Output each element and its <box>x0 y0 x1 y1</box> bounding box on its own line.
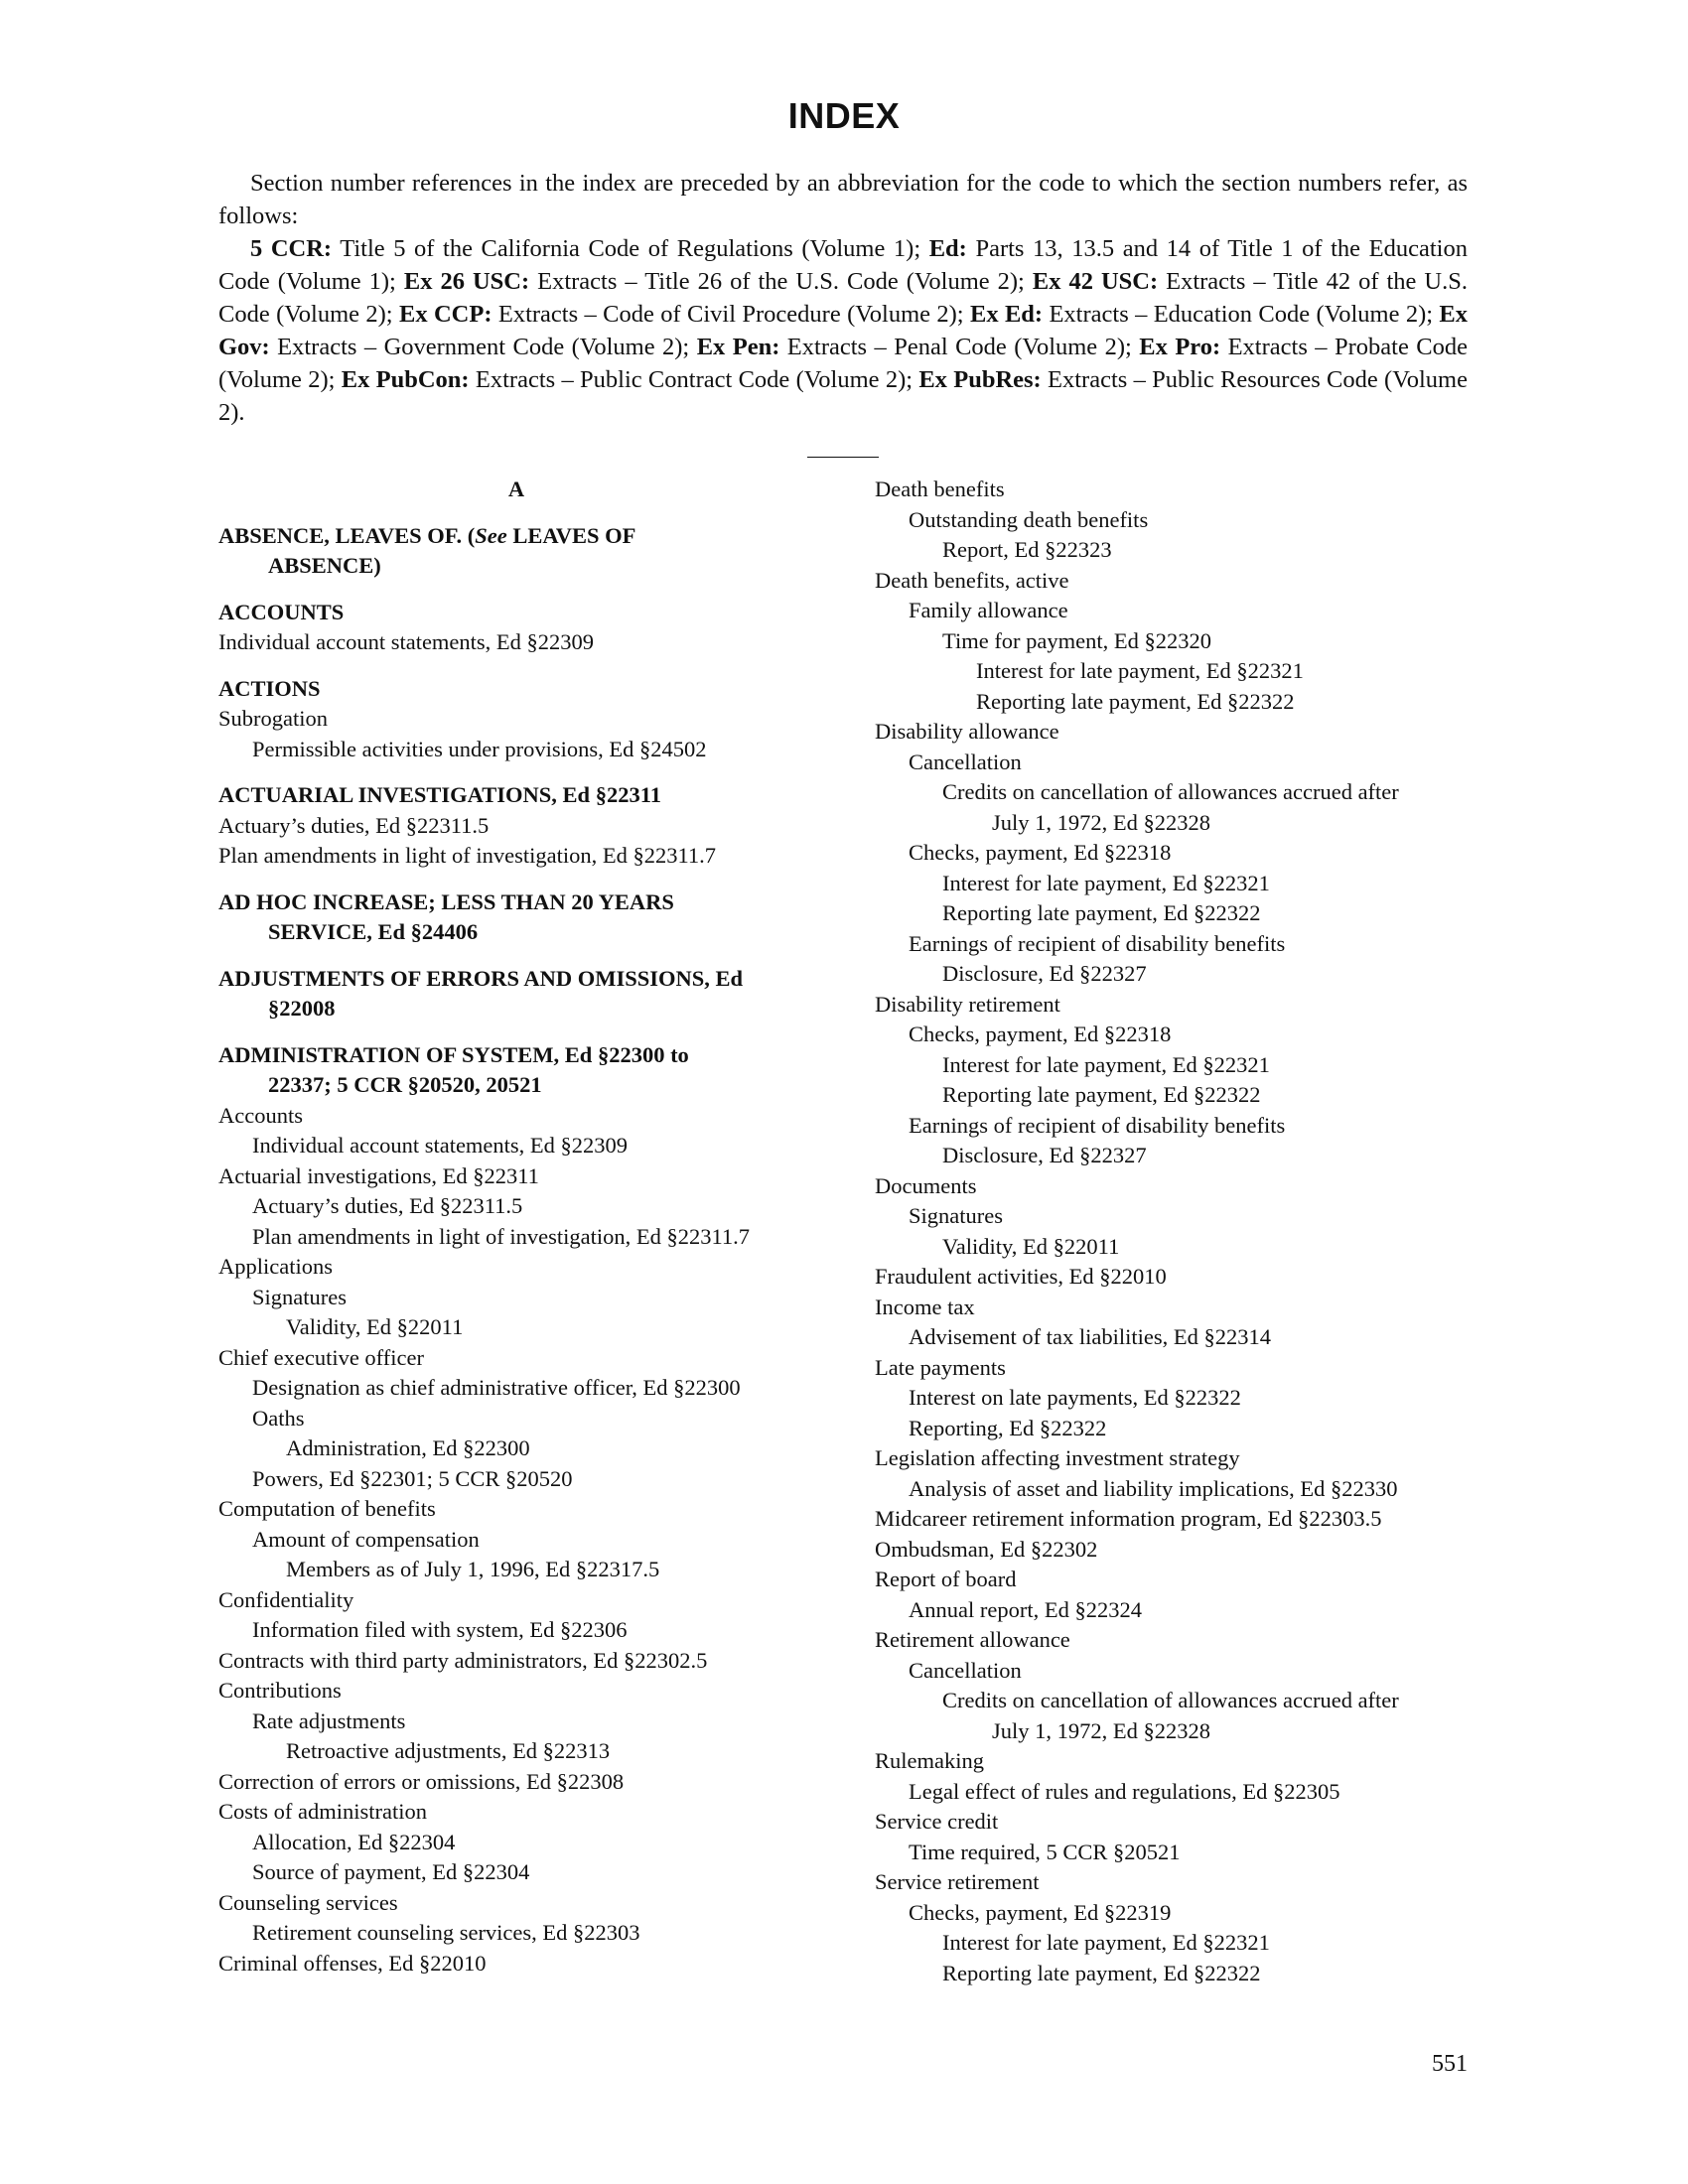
index-heading-continuation: ABSENCE) <box>268 553 381 578</box>
index-heading-text: ADMINISTRATION OF SYSTEM, Ed §22300 to <box>218 1041 689 1067</box>
index-entry-text: Service credit <box>875 1809 999 1834</box>
index-entry-text: Signatures <box>252 1284 347 1309</box>
index-entry <box>218 1555 814 1585</box>
index-entry <box>875 626 1480 657</box>
index-heading <box>218 598 814 628</box>
index-heading-text: ABSENCE, LEAVES OF. ( <box>218 522 476 548</box>
index-entry <box>875 1807 1480 1838</box>
section-letter: A <box>507 477 525 501</box>
index-entry-text: Information filed with system, Ed §22306 <box>252 1617 628 1642</box>
see-reference: See <box>475 522 507 548</box>
index-entry <box>218 1343 814 1374</box>
index-entry-text: Outstanding death benefits <box>909 506 1149 532</box>
code-description: Parts 13, 13.5 and 14 of Title 1 of the Education Code (Volume 1); <box>218 235 1468 295</box>
index-entry <box>875 1777 1480 1808</box>
index-heading-text: ACCOUNTS <box>218 599 345 624</box>
index-heading-continuation: SERVICE, Ed §24406 <box>268 919 479 944</box>
index-entry <box>875 990 1480 1021</box>
code-description: Extracts – Title 26 of the U.S. Code (Volume 2); <box>529 268 1033 295</box>
index-entry <box>875 929 1480 960</box>
index-entry-text: Retirement allowance <box>875 1627 1070 1652</box>
index-entry-text: Designation as chief administrative officer, Ed §22300 <box>252 1375 741 1400</box>
index-entry-text: Interest for late payment, Ed §22321 <box>976 658 1304 683</box>
index-entry-text: Actuary’s duties, Ed §22311.5 <box>252 1193 523 1218</box>
index-entry-text: Reporting late payment, Ed §22322 <box>942 1960 1261 1985</box>
index-entry <box>218 1857 814 1888</box>
index-entry-text: Rulemaking <box>875 1748 984 1773</box>
index-entry-text: Disability retirement <box>875 991 1060 1017</box>
index-entry <box>875 687 1480 718</box>
index-entry-text: Administration, Ed §22300 <box>286 1435 530 1460</box>
index-entry <box>875 869 1480 899</box>
index-entry <box>218 704 814 735</box>
index-entry-text: Cancellation <box>909 749 1022 774</box>
index-entry <box>875 1414 1480 1444</box>
index-entry <box>218 1101 814 1132</box>
index-entry <box>875 1262 1480 1293</box>
index-entry-text: Earnings of recipient of disability benefits <box>909 930 1286 956</box>
index-entry-text: Reporting late payment, Ed §22322 <box>942 1082 1261 1107</box>
index-entry <box>875 1595 1480 1626</box>
index-entry-text: Checks, payment, Ed §22319 <box>909 1899 1172 1925</box>
code-description: Extracts – Penal Code (Volume 2); <box>779 334 1140 360</box>
index-entry-text: Income tax <box>875 1294 975 1319</box>
index-heading-text: ADJUSTMENTS OF ERRORS AND OMISSIONS, Ed <box>218 965 744 991</box>
index-entry-text: Individual account statements, Ed §22309 <box>218 629 595 654</box>
index-entry-text: Death benefits <box>875 477 1005 501</box>
index-entry-text: Reporting late payment, Ed §22322 <box>976 688 1295 714</box>
index-entry <box>218 735 814 765</box>
code-description: Extracts – Title 42 of the U.S. Code (Volume 2); <box>218 268 1468 328</box>
index-entry-text: Validity, Ed §22011 <box>942 1233 1120 1259</box>
index-entry <box>875 1746 1480 1777</box>
index-column-left <box>218 475 814 1979</box>
code-abbr: Ex PubCon: <box>341 366 470 393</box>
section-divider <box>807 457 879 458</box>
index-entry <box>875 1171 1480 1202</box>
index-entry <box>875 1535 1480 1566</box>
code-abbr: Ex 42 USC: <box>1032 268 1159 295</box>
index-heading <box>218 964 814 1024</box>
index-heading <box>218 1040 814 1101</box>
index-entry-text: Time for payment, Ed §22320 <box>942 627 1212 653</box>
index-entry-text: Documents <box>875 1172 977 1198</box>
index-entry-text: Counseling services <box>218 1889 398 1915</box>
index-entry <box>218 1252 814 1283</box>
index-entry-text: Computation of benefits <box>218 1496 436 1521</box>
index-entry <box>875 475 1480 505</box>
index-entry <box>875 1293 1480 1323</box>
index-entry-text: Contributions <box>218 1678 342 1703</box>
page-number: 551 <box>1432 2051 1468 2077</box>
index-entry <box>218 1949 814 1979</box>
index-entry <box>875 1353 1480 1384</box>
index-entry-text: Allocation, Ed §22304 <box>252 1829 456 1854</box>
index-entry-text: Checks, payment, Ed §22318 <box>909 840 1172 865</box>
index-entry-text: Actuary’s duties, Ed §22311.5 <box>218 812 490 838</box>
index-entry-text: Death benefits, active <box>875 567 1069 593</box>
index-heading-text: AD HOC INCREASE; LESS THAN 20 YEARS <box>218 888 674 914</box>
index-entry-text: Credits on cancellation of allowances accrued after <box>942 779 1399 804</box>
index-entry-text: Oaths <box>252 1405 305 1431</box>
index-entry <box>875 1474 1480 1505</box>
index-entry <box>218 1433 814 1464</box>
index-entry <box>875 1201 1480 1232</box>
index-entry <box>875 1322 1480 1353</box>
index-entry-text: Fraudulent activities, Ed §22010 <box>875 1264 1167 1289</box>
index-entry-text: Signatures <box>909 1203 1003 1228</box>
index-entry <box>875 1080 1480 1111</box>
index-entry <box>875 596 1480 626</box>
index-entry <box>875 1898 1480 1929</box>
index-heading <box>218 887 814 948</box>
code-abbr: 5 CCR: <box>250 235 333 262</box>
code-description: Extracts – Probate Code (Volume 2); <box>218 334 1468 393</box>
index-entry-text: Earnings of recipient of disability benefits <box>909 1112 1286 1138</box>
code-abbr: Ed: <box>928 235 967 262</box>
index-entry-text: Retirement counseling services, Ed §22303 <box>252 1920 640 1945</box>
code-abbr: Ex CCP: <box>399 301 492 328</box>
index-entry <box>218 1676 814 1706</box>
index-entry <box>218 1464 814 1495</box>
index-column-right <box>875 475 1480 1988</box>
index-entry <box>875 1928 1480 1959</box>
code-description: Extracts – Code of Civil Procedure (Volume 2); <box>492 301 970 328</box>
code-description: Extracts – Education Code (Volume 2); <box>1043 301 1440 328</box>
index-entry <box>875 656 1480 687</box>
index-entry <box>875 1050 1480 1081</box>
index-entry-text: Correction of errors or omissions, Ed §22308 <box>218 1768 625 1794</box>
index-entry-text: Powers, Ed §22301; 5 CCR §20520 <box>252 1465 573 1491</box>
code-abbr: Ex Pro: <box>1139 334 1221 360</box>
index-entry <box>875 505 1480 536</box>
index-entry <box>218 1161 814 1192</box>
index-entry-text: Plan amendments in light of investigation, Ed §22311.7 <box>218 843 716 868</box>
index-heading <box>218 780 814 811</box>
index-entry <box>218 1525 814 1556</box>
index-entry-text: Annual report, Ed §22324 <box>909 1596 1142 1622</box>
code-abbr: Ex Gov: <box>218 301 1469 360</box>
index-heading <box>218 674 814 705</box>
index-entry-text: Reporting late payment, Ed §22322 <box>942 900 1261 925</box>
index-heading-text: ACTIONS <box>218 675 321 701</box>
index-entry <box>218 1312 814 1343</box>
index-entry <box>875 1656 1480 1687</box>
index-entry <box>218 841 814 872</box>
index-heading <box>218 521 814 582</box>
index-entry <box>875 959 1480 990</box>
index-entry <box>875 1232 1480 1263</box>
index-entry <box>218 1615 814 1646</box>
index-heading-text: ACTUARIAL INVESTIGATIONS, Ed §22311 <box>218 782 661 807</box>
index-entry-text: Legislation affecting investment strategy <box>875 1445 1240 1470</box>
index-entry-text: Disclosure, Ed §22327 <box>942 961 1147 986</box>
index-entry-text: Report, Ed §22323 <box>942 537 1112 562</box>
index-entry <box>218 1888 814 1919</box>
index-entry <box>218 1828 814 1858</box>
index-entry-text: Service retirement <box>875 1869 1040 1894</box>
index-entry-text: Retroactive adjustments, Ed §22313 <box>286 1738 611 1763</box>
index-entry <box>218 811 814 842</box>
index-entry-text: Interest for late payment, Ed §22321 <box>942 870 1270 895</box>
code-abbr: Ex Pen: <box>696 334 780 360</box>
index-entry <box>218 1131 814 1161</box>
index-entry <box>218 627 814 658</box>
index-entry-text: Rate adjustments <box>252 1707 406 1733</box>
index-entry <box>875 535 1480 566</box>
index-entry-text: Late payments <box>875 1354 1006 1380</box>
index-entry-continuation: July 1, 1972, Ed §22328 <box>992 809 1211 835</box>
index-entry <box>218 1373 814 1404</box>
code-abbr: Ex PubRes: <box>918 366 1042 393</box>
index-heading-continuation: §22008 <box>268 996 336 1021</box>
index-entry <box>218 1283 814 1313</box>
index-entry <box>875 1383 1480 1414</box>
index-entry <box>875 1686 1480 1746</box>
index-entry-text: Checks, payment, Ed §22318 <box>909 1022 1172 1046</box>
index-entry <box>218 1585 814 1616</box>
index-entry <box>875 1111 1480 1142</box>
index-entry-text: Legal effect of rules and regulations, Ed §22305 <box>909 1778 1340 1804</box>
index-entry <box>875 1020 1480 1050</box>
index-entry-continuation: July 1, 1972, Ed §22328 <box>992 1717 1211 1743</box>
index-entry <box>875 1625 1480 1656</box>
index-entry <box>875 566 1480 597</box>
index-entry <box>218 1222 814 1253</box>
index-entry-text: Actuarial investigations, Ed §22311 <box>218 1162 539 1188</box>
index-entry <box>218 1918 814 1949</box>
index-entry-text: Interest for late payment, Ed §22321 <box>942 1930 1270 1955</box>
index-entry-text: Permissible activities under provisions, Ed §24502 <box>252 736 707 761</box>
index-entry <box>218 1191 814 1222</box>
index-entry-text: Confidentiality <box>218 1586 354 1612</box>
index-entry <box>875 1504 1480 1535</box>
index-entry <box>875 1838 1480 1868</box>
index-entry <box>875 1565 1480 1595</box>
index-entry-text: Costs of administration <box>218 1799 427 1824</box>
code-abbr: Ex 26 USC: <box>403 268 530 295</box>
index-entry <box>875 777 1480 838</box>
index-entry <box>218 1767 814 1798</box>
intro-block <box>218 167 1468 429</box>
code-abbr: Ex Ed: <box>969 301 1044 328</box>
index-entry-text: Credits on cancellation of allowances accrued after <box>942 1688 1399 1712</box>
page-title: INDEX <box>787 95 901 136</box>
index-entry-text: Interest for late payment, Ed §22321 <box>942 1051 1270 1077</box>
index-entry-text: Validity, Ed §22011 <box>286 1314 464 1339</box>
index-entry <box>875 748 1480 778</box>
index-entry-text: Midcareer retirement information program, Ed §22303.5 <box>875 1506 1382 1531</box>
code-description: Extracts – Public Resources Code (Volume 2). <box>218 366 1468 426</box>
index-entry-text: Cancellation <box>909 1657 1022 1683</box>
index-entry-text: Report of board <box>875 1567 1017 1591</box>
index-entry <box>218 1404 814 1434</box>
index-entry-text: Members as of July 1, 1996, Ed §22317.5 <box>286 1557 660 1581</box>
index-entry <box>218 1706 814 1737</box>
code-description: Extracts – Government Code (Volume 2); <box>269 334 697 360</box>
code-description: Extracts – Public Contract Code (Volume 2); <box>469 366 919 393</box>
index-entry <box>875 1443 1480 1474</box>
index-entry <box>875 1141 1480 1171</box>
index-entry-text: Interest on late payments, Ed §22322 <box>909 1385 1241 1410</box>
index-entry <box>218 1494 814 1525</box>
index-entry-text: Reporting, Ed §22322 <box>909 1415 1107 1440</box>
index-entry-text: Analysis of asset and liability implications, Ed §22330 <box>909 1475 1398 1501</box>
index-entry-text: Advisement of tax liabilities, Ed §22314 <box>909 1324 1271 1349</box>
index-entry <box>875 898 1480 929</box>
index-entry-text: Source of payment, Ed §22304 <box>252 1859 530 1884</box>
index-entry-text: Amount of compensation <box>252 1526 480 1552</box>
intro-paragraph: Section number references in the index are preceded by an abbreviation for the code to which the section numbers refer, as follows: <box>218 170 1468 229</box>
index-entry-text: Plan amendments in light of investigation, Ed §22311.7 <box>252 1223 750 1249</box>
index-entry <box>218 1736 814 1767</box>
index-entry <box>875 717 1480 748</box>
index-entry-text: Criminal offenses, Ed §22010 <box>218 1950 487 1976</box>
index-entry-text: Subrogation <box>218 706 328 731</box>
index-entry-text: Disclosure, Ed §22327 <box>942 1143 1147 1167</box>
index-entry <box>218 1797 814 1828</box>
code-abbreviations <box>218 232 1468 429</box>
index-entry <box>875 838 1480 869</box>
index-entry-text: Accounts <box>218 1102 303 1128</box>
index-entry <box>875 1867 1480 1898</box>
index-entry-text: Chief executive officer <box>218 1344 424 1370</box>
index-entry-text: Ombudsman, Ed §22302 <box>875 1536 1098 1562</box>
index-entry-text: Applications <box>218 1254 333 1279</box>
index-entry-text: Individual account statements, Ed §22309 <box>252 1133 629 1158</box>
see-target: LEAVES OF <box>506 522 636 548</box>
code-description: Title 5 of the California Code of Regulations (Volume 1); <box>332 235 929 262</box>
index-entry <box>875 1959 1480 1989</box>
index-entry <box>218 1646 814 1677</box>
index-entry-text: Time required, 5 CCR §20521 <box>909 1839 1181 1864</box>
index-entry-text: Contracts with third party administrators, Ed §22302.5 <box>218 1647 708 1673</box>
index-entry-text: Disability allowance <box>875 719 1059 744</box>
index-entry-text: Family allowance <box>909 598 1068 622</box>
index-heading-continuation: 22337; 5 CCR §20520, 20521 <box>268 1072 542 1097</box>
